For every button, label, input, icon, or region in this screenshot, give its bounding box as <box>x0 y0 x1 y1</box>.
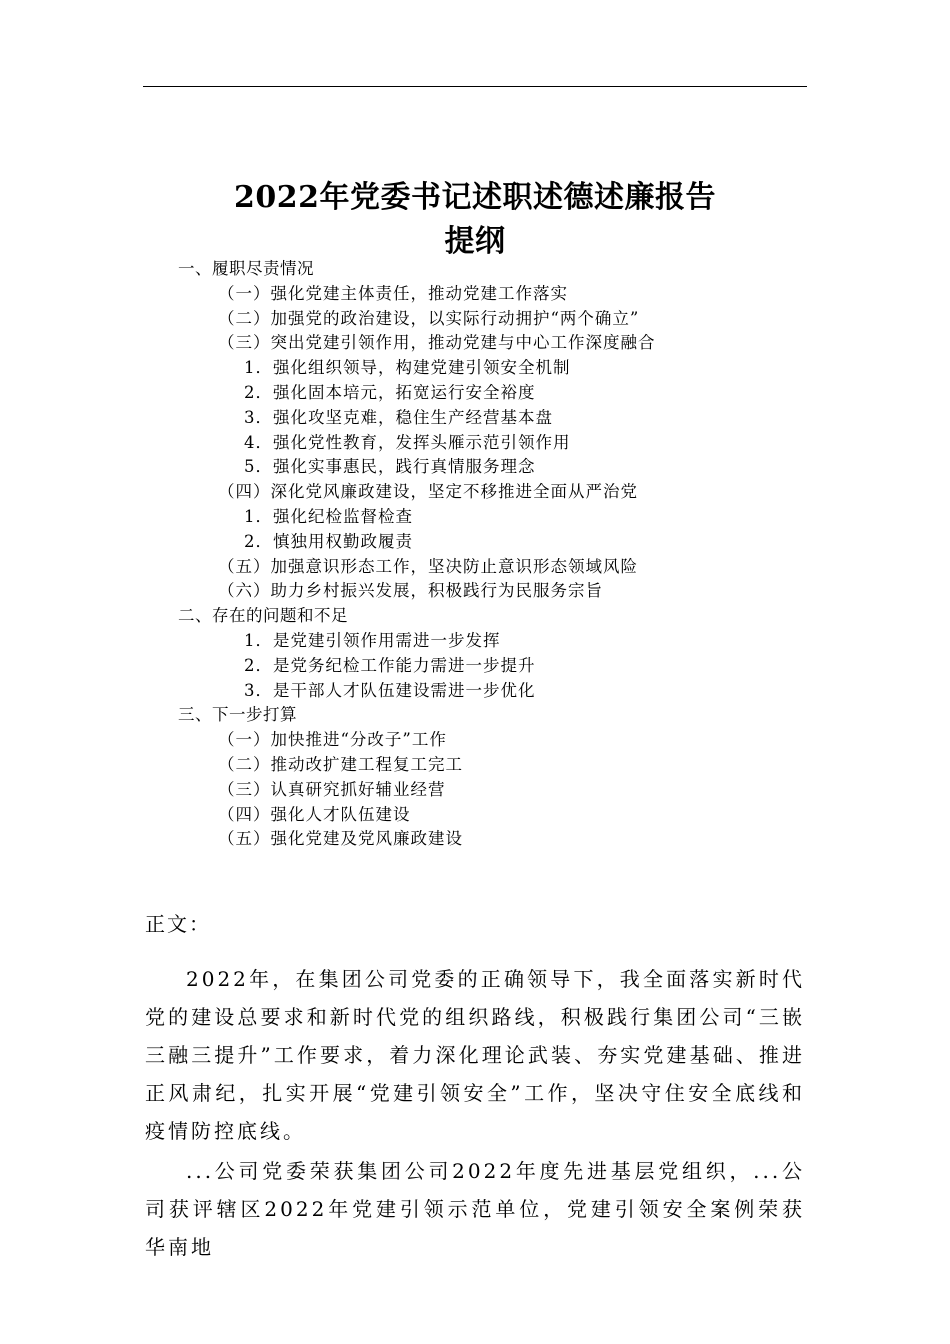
outline-item-level-3: 2．强化固本培元，拓宽运行安全裕度 <box>244 383 536 402</box>
outline-item-level-2: （五）强化党建及党风廉政建设 <box>218 829 463 849</box>
outline-item-level-2: （六）助力乡村振兴发展，积极践行为民服务宗旨 <box>218 581 603 601</box>
outline-item-level-3: 4．强化党性教育，发挥头雁示范引领作用 <box>244 432 571 452</box>
outline-item-level-3: 1．强化组织领导，构建党建引领安全机制 <box>244 358 571 378</box>
document-title: 2022年党委书记述职述德述廉报告 <box>234 180 716 215</box>
header-rule <box>143 86 807 87</box>
outline-item-level-3: 1．是党建引领作用需进一步发挥 <box>244 631 501 650</box>
outline-item-level-3: 2．慎独用权勤政履责 <box>244 531 413 551</box>
outline-item-level-2: （四）深化党风廉政建设，坚定不移推进全面从严治党 <box>218 482 638 502</box>
outline-item-level-3: 2．是党务纪检工作能力需进一步提升 <box>244 655 536 675</box>
outline-item-level-3: 1．强化纪检监督检查 <box>244 507 413 526</box>
outline-item-level-2: （一）加快推进“分改子”工作 <box>218 730 447 750</box>
body-paragraph-1: 2022年，在集团公司党委的正确领导下，我全面落实新时代党的建设总要求和新时代党的组织路线，积极践行集团公司“三嵌三融三提升”工作要求，着力深化理论武装、夯实党建基础、推进正风肃纪，扎实开展“党建引领安全”工作，坚决守住安全底线和疫情防控底线。 <box>145 967 805 1143</box>
document-subtitle: 提纲 <box>444 224 506 259</box>
outline-item-level-3: 3．强化攻坚克难，稳住生产经营基本盘 <box>244 407 553 427</box>
outline-item-level-2: （二）推动改扩建工程复工完工 <box>218 755 463 774</box>
outline-item-level-2: （一）强化党建主体责任，推动党建工作落实 <box>218 283 568 303</box>
outline-item-level-3: 5．强化实事惠民，践行真情服务理念 <box>244 457 536 477</box>
outline-item-level-2: （四）强化人才队伍建设 <box>218 804 411 824</box>
outline-item-level-2: （三）突出党建引领作用，推动党建与中心工作深度融合 <box>218 333 656 353</box>
body-label: 正文： <box>145 912 211 936</box>
body-paragraph-2: ...公司党委荣获集团公司2022年度先进基层党组织，...公司获评辖区2022年党建引领示范单位，党建引领安全案例荣获华南地 <box>145 1159 805 1259</box>
outline-item-level-3: 3．是干部人才队伍建设需进一步优化 <box>244 680 536 700</box>
outline-item-level-2: （三）认真研究抓好辅业经营 <box>218 779 446 799</box>
outline-item-level-1: 二、存在的问题和不足 <box>178 606 348 626</box>
outline-item-level-1: 一、履职尽责情况 <box>178 259 314 278</box>
outline-item-level-2: （二）加强党的政治建设，以实际行动拥护“两个确立” <box>218 308 640 328</box>
outline-item-level-1: 三、下一步打算 <box>178 705 297 725</box>
outline-item-level-2: （五）加强意识形态工作，坚决防止意识形态领域风险 <box>218 556 638 576</box>
